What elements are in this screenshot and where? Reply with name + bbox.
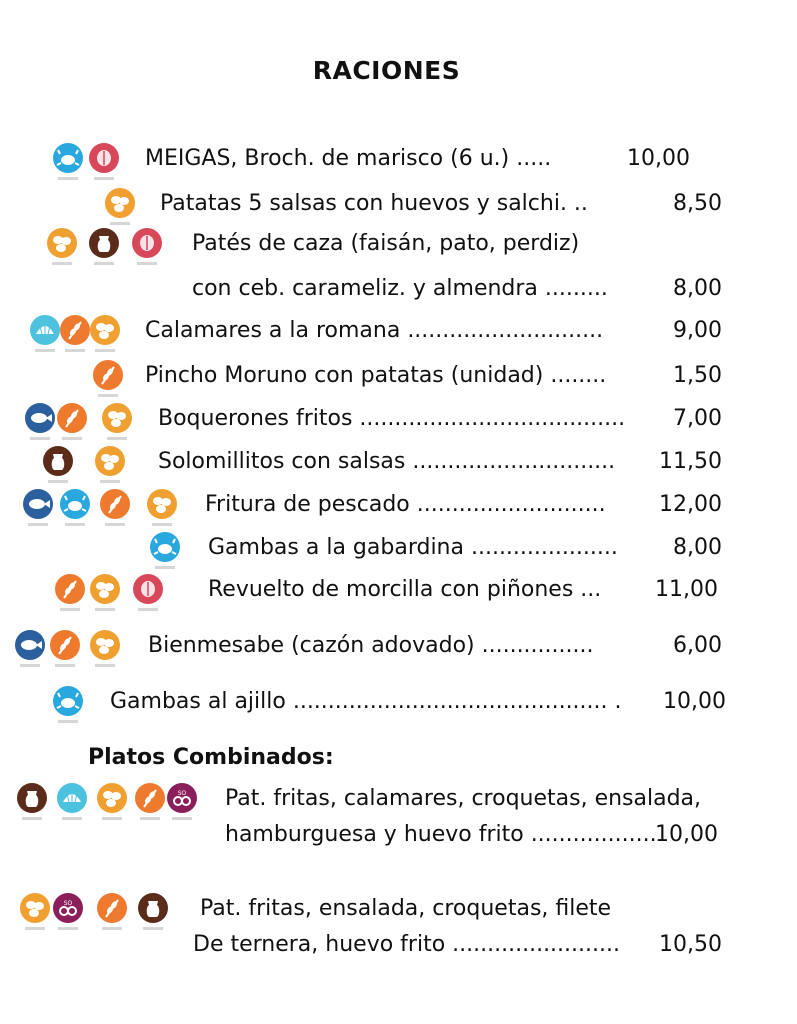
milk-allergen-icon (88, 227, 120, 259)
nuts-allergen-icon (132, 573, 164, 605)
egg-allergen-icon (101, 402, 133, 434)
allergen-caption (107, 437, 127, 440)
allergen-caption (52, 262, 72, 265)
allergen-caption (48, 480, 68, 483)
allergen-caption (94, 177, 114, 180)
item-name: MEIGAS, Broch. de marisco (6 u.) ..... (145, 146, 552, 171)
svg-text:SO: SO (63, 900, 73, 907)
item-name: Pincho Moruno con patatas (unidad) ........ (145, 363, 607, 388)
sulphites-allergen-icon (166, 782, 198, 814)
section-title-platos-combinados (88, 745, 334, 770)
molluscs-allergen-icon (56, 782, 88, 814)
gluten-allergen-icon (59, 314, 91, 346)
allergen-caption (30, 437, 50, 440)
allergen-caption (28, 523, 48, 526)
item-price: 10,00 (663, 689, 726, 714)
allergen-caption (140, 817, 160, 820)
item-name: Calamares a la romana ............................ (145, 318, 604, 343)
item-name: Fritura de pescado ........................... (205, 492, 606, 517)
item-name-continued: con ceb. carameliz. y almendra ......... (192, 276, 608, 301)
item-price: 6,00 (673, 633, 722, 658)
item-price: 11,00 (655, 577, 718, 602)
item-price: 8,50 (673, 191, 722, 216)
crustaceans-allergen-icon (149, 531, 181, 563)
section-title-text: Platos Combinados (88, 745, 325, 770)
egg-allergen-icon (104, 187, 136, 219)
allergen-caption (62, 437, 82, 440)
allergen-caption (60, 608, 80, 611)
item-name-continued: De ternera, huevo frito ........................ (193, 932, 620, 957)
allergen-caption (65, 523, 85, 526)
egg-allergen-icon (94, 445, 126, 477)
allergen-caption (35, 349, 55, 352)
allergen-caption (58, 177, 78, 180)
allergen-caption (22, 817, 42, 820)
gluten-allergen-icon (92, 359, 124, 391)
allergen-caption (95, 349, 115, 352)
allergen-caption (65, 349, 85, 352)
item-price: 11,50 (659, 449, 722, 474)
allergen-caption (105, 523, 125, 526)
item-price: 8,00 (673, 535, 722, 560)
allergen-caption (25, 927, 45, 930)
nuts-allergen-icon (131, 227, 163, 259)
molluscs-allergen-icon (29, 314, 61, 346)
allergen-caption (102, 817, 122, 820)
item-name-continued: hamburguesa y huevo frito .................. (225, 822, 657, 847)
item-name: Boquerones fritos ...................................... (158, 406, 626, 431)
egg-allergen-icon (19, 892, 51, 924)
milk-allergen-icon (16, 782, 48, 814)
allergen-caption (155, 566, 175, 569)
gluten-allergen-icon (134, 782, 166, 814)
gluten-allergen-icon (54, 573, 86, 605)
item-name: Pat. fritas, calamares, croquetas, ensalada, (225, 786, 702, 811)
item-name: Revuelto de morcilla con piñones ... (208, 577, 602, 602)
sulphites-allergen-icon (52, 892, 84, 924)
item-name: Bienmesabe (cazón adovado) ................ (148, 633, 594, 658)
allergen-caption (98, 394, 118, 397)
fish-allergen-icon (24, 402, 56, 434)
item-name: Pat. fritas, ensalada, croquetas, filete (200, 896, 612, 921)
egg-allergen-icon (89, 629, 121, 661)
allergen-caption (152, 523, 172, 526)
item-name: Solomillitos con salsas ............................. (158, 449, 616, 474)
egg-allergen-icon (96, 782, 128, 814)
egg-allergen-icon (146, 488, 178, 520)
crustaceans-allergen-icon (52, 685, 84, 717)
allergen-caption (137, 262, 157, 265)
allergen-caption (94, 262, 114, 265)
crustaceans-allergen-icon (52, 142, 84, 174)
gluten-allergen-icon (99, 488, 131, 520)
allergen-caption (58, 927, 78, 930)
item-price: 9,00 (673, 318, 722, 343)
allergen-caption (172, 817, 192, 820)
gluten-allergen-icon (56, 402, 88, 434)
item-price: 12,00 (659, 492, 722, 517)
page-title: RACIONES (312, 56, 461, 85)
milk-allergen-icon (42, 445, 74, 477)
item-name: Gambas al ajillo ............................................. . (110, 689, 622, 714)
allergen-caption (110, 222, 130, 225)
section-title-colon: : (324, 745, 334, 770)
allergen-caption (62, 817, 82, 820)
allergen-caption (20, 664, 40, 667)
item-price: 7,00 (673, 406, 722, 431)
egg-allergen-icon (89, 314, 121, 346)
item-price: 10,50 (659, 932, 722, 957)
item-price: 8,00 (673, 276, 722, 301)
allergen-caption (95, 664, 115, 667)
gluten-allergen-icon (49, 629, 81, 661)
allergen-caption (95, 608, 115, 611)
fish-allergen-icon (14, 629, 46, 661)
allergen-caption (58, 720, 78, 723)
item-name: Patatas 5 salsas con huevos y salchi. .. (160, 191, 588, 216)
allergen-caption (138, 608, 158, 611)
milk-allergen-icon (137, 892, 169, 924)
svg-text:SO: SO (177, 790, 187, 797)
nuts-allergen-icon (88, 142, 120, 174)
allergen-caption (55, 664, 75, 667)
item-price: 10,00 (627, 146, 690, 171)
allergen-caption (100, 480, 120, 483)
gluten-allergen-icon (96, 892, 128, 924)
fish-allergen-icon (22, 488, 54, 520)
allergen-caption (102, 927, 122, 930)
egg-allergen-icon (89, 573, 121, 605)
crustaceans-allergen-icon (59, 488, 91, 520)
item-name: Patés de caza (faisán, pato, perdiz) (192, 231, 580, 256)
item-name: Gambas a la gabardina ..................... (208, 535, 618, 560)
allergen-caption (143, 927, 163, 930)
egg-allergen-icon (46, 227, 78, 259)
item-price: 10,00 (655, 822, 718, 847)
item-price: 1,50 (673, 363, 722, 388)
